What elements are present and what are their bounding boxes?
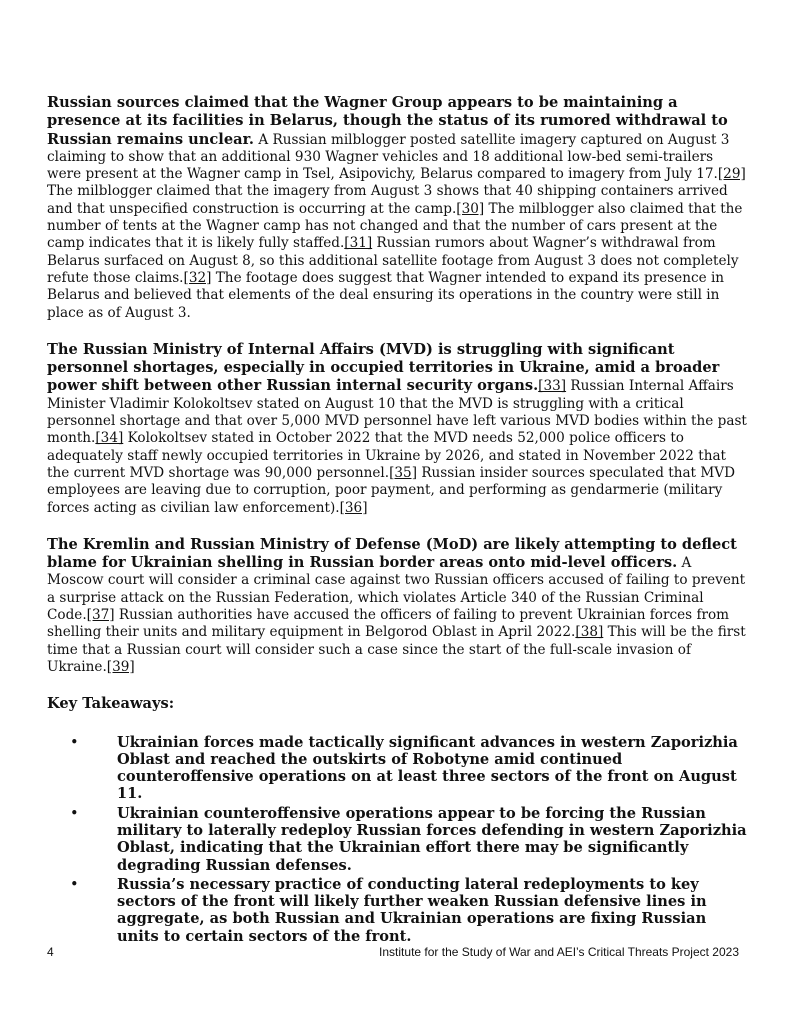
paragraph-text: The milblogger also claimed that the number of tents at the Wagner camp has not changed and that the number of cars present at the camp indicates that it is likely fully staffed. — [47, 200, 743, 252]
footnote-link[interactable]: [31] — [344, 235, 373, 252]
paragraph-text: The milblogger claimed that the imagery from August 3 shows that 40 shipping containers arrived and that unspecified construction is occurring at the camp. — [47, 183, 728, 217]
paragraph-text: A Moscow court will consider a criminal case against two Russian officers accused of failing to prevent a surprise attack on the Russian Federation, which violates Article 340 of the Russian Criminal Code. — [47, 555, 746, 624]
bullet-icon: • — [70, 875, 79, 893]
paragraph — [47, 536, 747, 676]
key-takeaway-item — [70, 876, 747, 945]
page-footer — [47, 945, 739, 963]
footnote-link[interactable]: [38] — [575, 624, 604, 641]
paragraph-text: Russian rumors about Wagner’s withdrawal from Belarus surfaced on August 8, so this additional satellite footage from August 3 does not completely refute those claims. — [47, 235, 739, 286]
footnote-link[interactable]: [39] — [106, 658, 135, 675]
key-takeaway-item — [70, 734, 747, 803]
paragraph-list — [47, 94, 747, 676]
paragraph-text: Russian authorities have accused the officers of failing to prevent Ukrainian forces from shelling their units and military equipment in Belgorod Oblast in April 2022. — [47, 607, 730, 641]
footnote-link[interactable]: [36] — [339, 499, 368, 516]
page-number: 4 — [47, 945, 54, 959]
paragraph-lead: Russian sources claimed that the Wagner Group appears to be maintaining a presence at its facilities in Belarus, though the status of its rumored withdrawal to Russian remains unclear. — [47, 94, 728, 148]
key-takeaways-list — [47, 734, 747, 946]
footnote-link[interactable]: [30] — [456, 200, 485, 217]
bullet-icon: • — [70, 804, 79, 822]
key-takeaway-text: Ukrainian counteroffensive operations appear to be forcing the Russian military to laterally redeploy Russian forces defending in western Zaporizhia Oblast, indicating that the Ukrainian effort there may be significantly degrading Russian defenses. — [117, 804, 747, 874]
paragraph — [47, 341, 747, 517]
paragraph-text: Russian insider sources speculated that MVD employees are leaving due to corruption, poor payment, and performing as gendarmerie (military forces acting as civilian law enforcement). — [47, 464, 735, 516]
footnote-link[interactable]: [32] — [183, 269, 212, 286]
footnote-link[interactable]: [34] — [95, 430, 124, 447]
key-takeaway-item — [70, 805, 747, 874]
paragraph-text: This will be the first time that a Russian court will consider such a case since the start of the full-scale invasion of Ukraine. — [47, 624, 746, 675]
footnote-link[interactable]: [33] — [538, 378, 567, 395]
key-takeaway-text: Russia’s necessary practice of conducting lateral redeployments to key sectors of the front will likely further weaken Russian defensive lines in aggregate, as both Russian and Ukrainian operations are fixing Russian units to certain sectors of the front. — [117, 875, 707, 945]
paragraph-text: Kolokoltsev stated in October 2022 that the MVD needs 52,000 police officers to adequately staff newly occupied territories in Ukraine by 2026, and stated in November 2022 that the current MVD shortage was 90,000 personnel. — [47, 430, 727, 481]
bullet-icon: • — [70, 733, 79, 751]
paragraph — [47, 94, 747, 322]
paragraph-text: A Russian milblogger posted satellite imagery captured on August 3 claiming to show that an additional 930 Wagner vehicles and 18 additional low-bed semi-trailers were present at the Wagner camp in Tsel, Asipovichy, Belarus compared to imagery from July 17. — [47, 131, 730, 183]
key-takeaway-text: Ukrainian forces made tactically significant advances in western Zaporizhia Oblast and reached the outskirts of Robotyne amid continued counteroffensive operations on at least three sectors of the front on August 11. — [117, 733, 738, 803]
key-takeaways-title: Key Takeaways: — [47, 695, 175, 713]
paragraph-text: Russian Internal Affairs Minister Vladimir Kolokoltsev stated on August 10 that the MVD is struggling with a critical personnel shortage and that over 5,000 MVD personnel have left various MVD bodies within the past month. — [47, 378, 747, 447]
paragraph-lead: The Kremlin and Russian Ministry of Defense (MoD) are likely attempting to deflect blame for Ukrainian shelling in Russian border areas onto mid-level officers. — [47, 535, 737, 572]
footer-organization: Institute for the Study of War and AEI’s Critical Threats Project 2023 — [379, 945, 739, 959]
footnote-link[interactable]: [35] — [389, 464, 417, 481]
paragraph-text: The footage does suggest that Wagner intended to expand its presence in Belarus and believed that elements of the deal ensuring its operations in the country were still in place as of August 3. — [47, 269, 725, 321]
document-body — [47, 94, 747, 947]
footnote-link[interactable]: [29] — [717, 166, 746, 183]
paragraph-lead: The Russian Ministry of Internal Affairs (MVD) is struggling with significant personnel shortages, especially in occupied territories in Ukraine, amid a broader power shift between other Russian internal security organs. — [47, 340, 720, 395]
footnote-link[interactable]: [37] — [86, 607, 115, 624]
